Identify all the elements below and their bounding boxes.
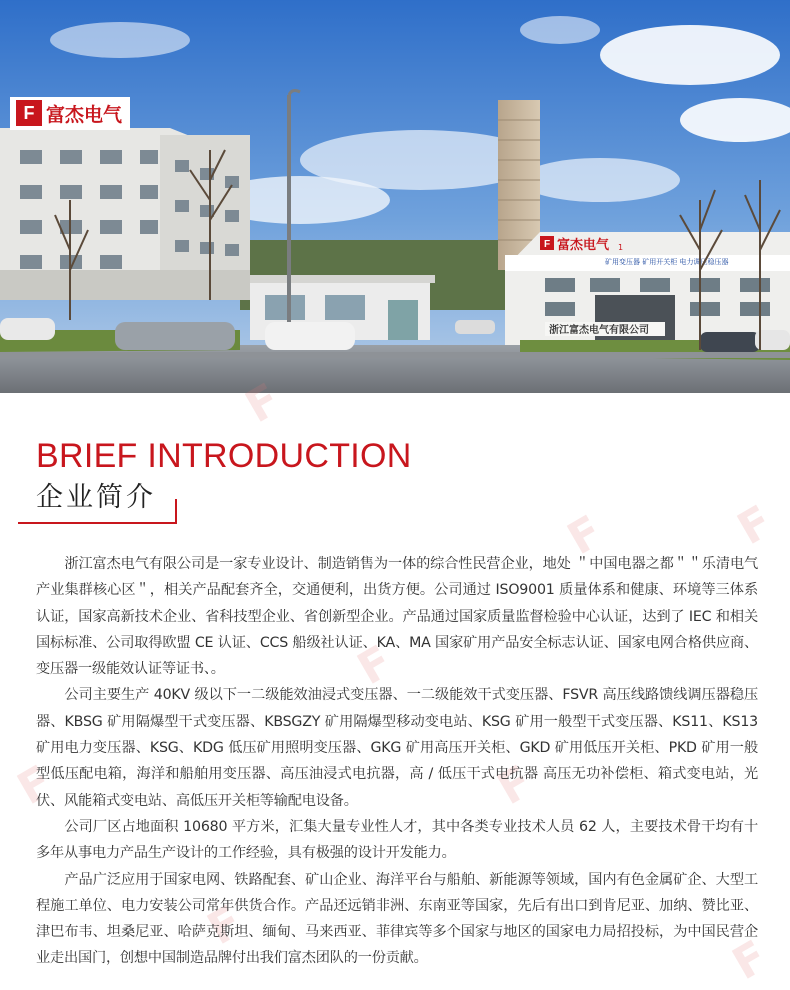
- intro-paragraph-overview: 浙江富杰电气有限公司是一家专业设计、制造销售为一体的综合性民营企业，地处 ＂中国电器之都＂＂乐清电气产业集群核心区＂，相关产品配套齐全，交通便利，出货方便。公司通过 ISO9001 质量体系和健康、环境等三体系认证，国家高新技术企业、省科技型企业、省创新型企业。产品通过国家质量监督检验中心认证，达到了 IEC 和相关国标标准、公司取得欧盟 CE 认证、CCS 船级社认证、KA、MA 国家矿用产品安全标志认证、国家电网合格供应商、变压器一级能效认证等证书、。: [36, 556, 758, 678]
- watermark-logo: F: [199, 895, 251, 956]
- watermark-logo: F: [9, 755, 61, 816]
- section-title-english: BRIEF INTRODUCTION: [36, 437, 412, 475]
- watermark-logo: F: [559, 505, 611, 566]
- company-introduction: [36, 551, 758, 972]
- hero-factory-photo: [0, 0, 790, 393]
- intro-paragraph-products: 公司主要生产 40KV 级以下一二级能效油浸式变压器、一二级能效干式变压器、FSVR 高压线路馈线调压器稳压器、KBSG 矿用隔爆型干式变压器、KBSGZY 矿用隔爆型移动变电站、KSG 矿用一般型干式变压器、KS11、KS13 矿用电力变压器、KSG、KDG 低压矿用照明变压器、GKG 矿用高压开关柜、GKD 矿用低压开关柜、PKD 矿用一般型低压配电箱，海洋和船舶用变压器、高压油浸式电抗器，高 / 低压干式电抗器 高压无功补偿柜、箱式变电站，光伏、风能箱式变电站、高低压开关柜等输配电设备。: [36, 687, 758, 809]
- watermark-logo: F: [729, 495, 781, 556]
- brand-sign-left: [16, 100, 123, 126]
- title-underline: [18, 522, 175, 524]
- svg-text:F: F: [543, 239, 551, 250]
- watermark-logo: F: [349, 635, 401, 696]
- intro-paragraph-markets: 产品广泛应用于国家电网、铁路配套、矿山企业、海洋平台与船舶、新能源等领域，国内有色金属矿企、大型工程施工单位、电力安装公司常年供货合作。产品还远销非洲、东南亚等国家，先后有出口到肯尼亚、加纳、赞比亚、津巴布韦、坦桑尼亚、哈萨克斯坦、缅甸、马来西亚、菲律宾等多个国家与地区的国家电力局招投标，为中国民营企业走出国门，创想中国制造品牌付出我们富杰团队的一份贡献。: [36, 871, 758, 967]
- svg-text:1: 1: [618, 243, 624, 252]
- watermark-logo: F: [489, 755, 541, 816]
- section-title-chinese: 企业简介: [36, 482, 156, 513]
- svg-text:富杰电气: 富杰电气: [46, 104, 123, 126]
- svg-text:浙江富杰电气有限公司: 浙江富杰电气有限公司: [549, 325, 649, 336]
- watermark-logo: F: [237, 373, 289, 434]
- svg-text:富杰电气: 富杰电气: [557, 238, 610, 253]
- svg-text:F: F: [23, 103, 35, 123]
- watermark-logo: F: [724, 930, 776, 990]
- intro-paragraph-facility: 公司厂区占地面积 10680 平方米，汇集大量专业性人才，其中各类专业技术人员 62 人，主要技术骨干均有十多年从事电力产品生产设计的工作经验，具有极强的设计开发能力。: [36, 818, 758, 862]
- title-underline-tick: [175, 499, 177, 524]
- svg-text:矿用变压器 矿用开关柜 电力调压稳压器: 矿用变压器 矿用开关柜 电力调压稳压器: [605, 258, 729, 266]
